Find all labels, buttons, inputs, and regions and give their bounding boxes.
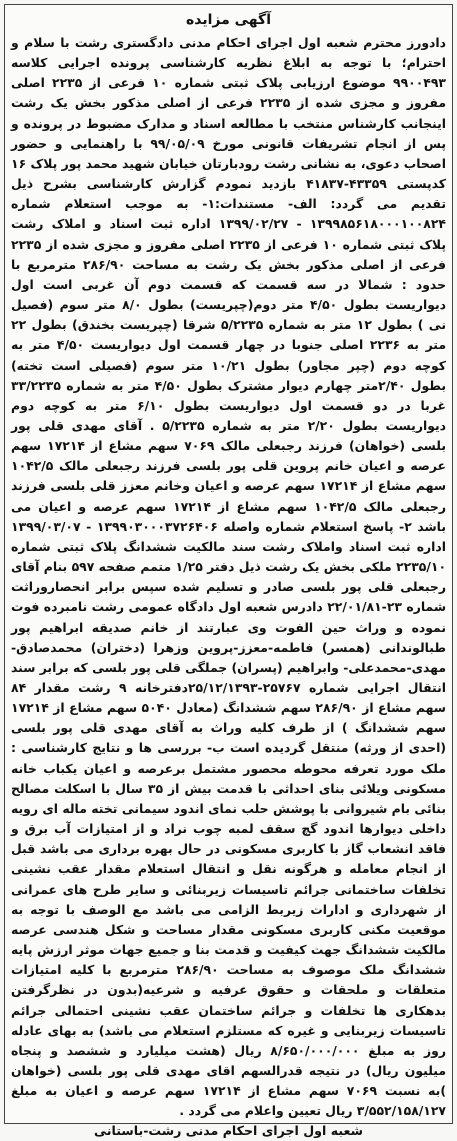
notice-title: آگهی مزایده [185,12,271,28]
notice-body: دادورز محترم شعبه اول اجرای احکام مدنی دادگستری رشت با سلام و احترام؛ با توجه به ابلاغ نظریه کارشناسی پرونده اجرایی کلاسه ۹۹۰۰۴۹۳ موضوع ارزیابی پلاک ثبتی شماره ۱۰ فرعی از ۲۲۳۵ اصلی مفروز و مجزی شده از ۲۲۳۵ فرعی از اصلی مذکور بخش یک رشت اینجانب کارشناس منتخب با مطالعه اسناد و مدارک مضبوط در پرونده و پس از انجام تشریفات قانونی مورخ ۹۹/۰۵/۰۹ با راهنمایی و حضور اصحاب دعوی، به نشانی رشت رودبارتان خیابان شهید محمد پور پلاک ۱۶ کدپستی ۴۳۳۵۹-۴۱۸۳۷ بازدید نمودم گزارش کارشناسی بشرح ذیل تقدیم می گردد: الف- مستندات:۱- به موجب استعلام شماره ۱۳۹۹۸۵۶۱۸۰۰۰۱۰۰۸۲۴ - ۱۳۹۹/۰۲/۲۷ اداره ثبت اسناد و املاک رشت پلاک ثبتی شماره ۱۰ فرعی از ۲۲۳۵ اصلی مفروز و مجزی شده از ۲۲۳۵ فرعی از اصلی مذکور بخش یک رشت به مساحت ۲۸۶/۹۰ مترمربع با حدود : شمالا در سه قسمت که قسمت دوم آن غربی است اول دیواریست بطول ۴/۵۰ متر دوم(چپریست) بطول ۸/۰ متر سوم (فصیل نی ) بطول ۱۲ متر به شماره ۵/۲۲۳۵ شرقا (چپریست بخندق) بطول ۲۲ متر به ۲۲۳۶ اصلی جنوبا در چهار قسمت اول دیواریست ۴/۵۰ متر به کوچه دوم (چپر مجاور) بطول ۱۰/۲۱ متر سوم (فصیلی است تخته) بطول ۲/۴۰متر چهارم دیوار مشترک بطول ۴/۵۰ متر به شماره ۳۳/۲۲۳۵ غربا در دو قسمت اول دیواریست بطول ۶/۱۰ متر به کوچه دوم دیواریست بطول ۲/۲۰ متر به شماره ۵/۲۲۳۵ . آقای مهدی قلی پور بلسی (خواهان) فرزند رجبعلی مالک ۷۰۶۹ سهم مشاع از ۱۷۲۱۴ سهم عرصه و اعیان خانم پروین قلی پور بلسی فرزند رجبعلی مالک ۱۰۴۲/۵ سهم مشاع از ۱۷۲۱۴ سهم عرصه و اعیان وخانم معزز قلی بلسی فرزند رجبعلی مالک ۱۰۴۲/۵ سهم مشاع از ۱۷۲۱۴ سهم عرصه و اعیان می باشد ۲- پاسخ استعلام شماره واصله ۱۳۹۹۰۳۰۰۰۳۷۲۶۴۰۶ - ۱۳۹۹/۰۳/۰۷ اداره ثبت اسناد واملاک رشت سند مالکیت ششدانگ پلاک ثبتی شماره ۲۲۳۵/۱۰ ملکی بخش یک رشت ذیل دفتر ۱/۲۵ متمم صفحه ۵۹۷ بنام آقای رجبعلی قلی پور بلسی صادر و تسلیم شده سپس برابر انحصاروراثت شماره ۲۳-۲۲/۰۱/۸۱ دادرس شعبه اول دادگاه عمومی رشت نامبرده فوت نموده و وراث حین الفوت وی عبارتند از خانم صدیقه ابراهیم پور طبالوندانی (همسر) فاطمه-معزز-پروین وزهرا (دختران) محمدصادق-مهدی-محمدعلی- وابراهیم (پسران) جملگی قلی پور بلسی که برابر سند انتقال اجرایی شماره ۲۵۷۶۷-۲۵/۱۲/۱۳۹۳دفترخانه ۹ رشت مقدار ۸۴ سهم مشاع از ۲۸۶/۹۰ سهم ششدانگ (معادل ۵۰۴۰ سهم مشاع از ۱۷۲۱۴ سهم ششدانگ ) از طرف کلیه وراث به آقای مهدی قلی پور بلسی (احدی از ورثه) منتقل گردیده است ب- بررسی ها و نتایج کارشناسی : ملک مورد تعرفه محوطه محصور مشتمل برعرصه و اعیان یکباب خانه مسکونی ویلائی بنای احداثی با قدمت بیش از ۳۵ سال با اسکلت مصالح بنائی بام شیروانی با پوشش حلب نمای اندود سیمانی تخته ماله ای رویه داخلی دیوارها اندود گچ سقف لمبه چوب نراد و از امتیازات آب برق و فاقد انشعاب گاز با کاربری مسکونی در حال بهره برداری می باشد قبل از انجام معامله و هرگونه نقل و انتقال استعلام مقدار عقب نشینی تخلفات ساختمانی جرائم تاسیسات زیربنائی و سایر طرح های عمرانی از شهرداری و ادارات زیربط الزامی می باشد مع الوصف با توجه به موقعیت مکنی کاربری مسکونی مقدار مساحت و شکل هندسی عرصه مالکیت ششدانگ جهت کیفیت و قدمت بنا و جمیع جهات موثر ارزش پایه ششدانگ ملک موصوف به مساحت ۲۸۶/۹۰ مترمربع با کلیه امتیازات متعلقات و ملحقات و حقوق عرفیه و شرعیه(بدون در نظرگرفتن بدهکاری ها تخلفات و جرائم ساختمان عقب نشینی احتمالی جرائم تاسیسات زیربنایی و غیره که مستلزم استعلام می باشد) به بهای عادله روز به مبلغ ۸/۶۵۰/۰۰۰/۰۰۰ ریال (هشت میلیارد و ششصد و پنجاه میلیون ریال) در نتیجه قدرالسهم اقای مهدی قلی پور بلسی (خواهان )به نسبت ۷۰۶۹ سهم مشاع از ۱۷۲۱۴ سهم عرصه و اعیان به مبلغ ۳/۵۵۲/۱۵۸/۱۲۷ ریال تعیین واعلام می گردد . [11,35,447,1119]
notice-signature: شعبه اول اجرای احکام مدنی رشت-باستانی [94,1123,363,1139]
auction-notice [4,4,453,1139]
